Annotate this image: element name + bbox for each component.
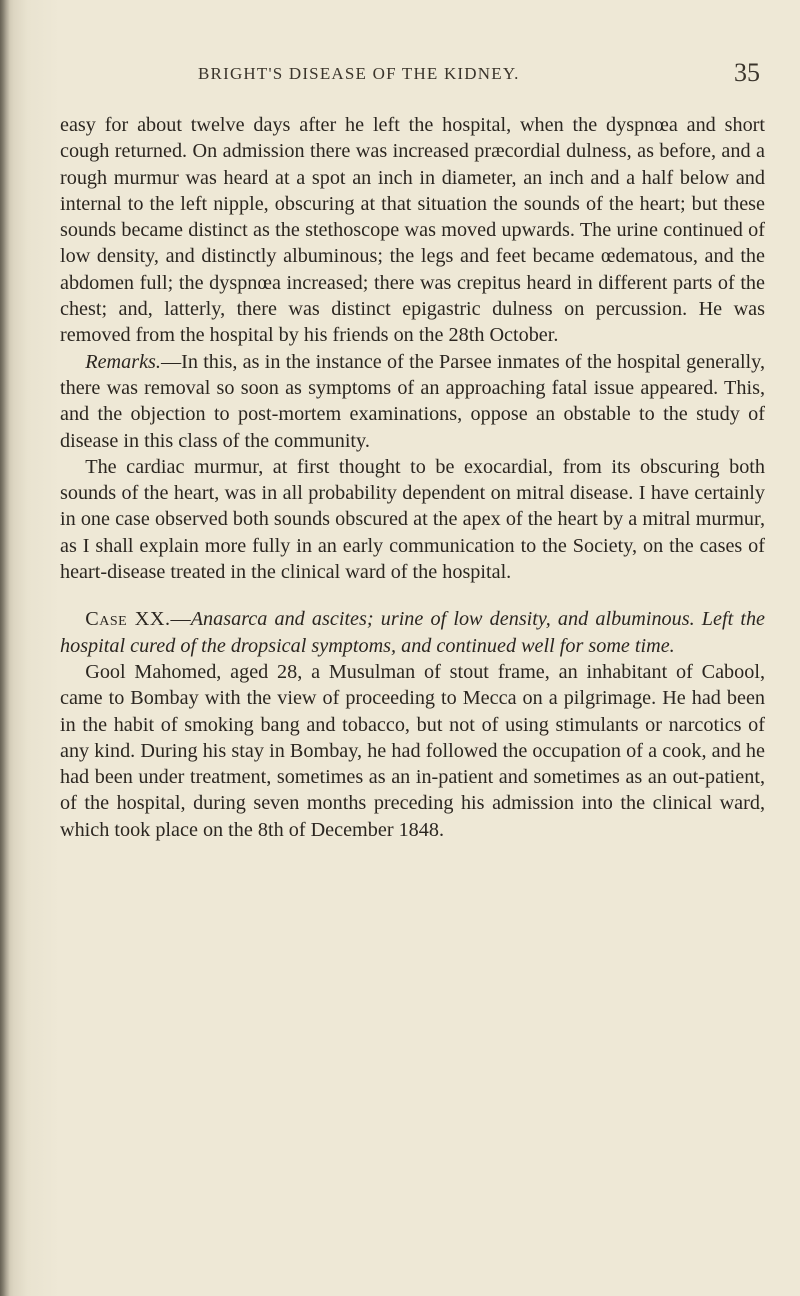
page-body [60,112,765,843]
paragraph-remarks [60,349,765,454]
page-number: 35 [734,58,760,87]
paragraph-continuation: easy for about twelve days after he left the hospital, when the dyspnœa and short cough returned. On admission there was increased præcordial dulness, as before, and a rough murmur was heard at a spot an inch in diameter, an inch and a half below and internal to the left nipple, obscuring at that situation the sounds of the heart; but these sounds became distinct as the stethoscope was moved upwards. The urine continued of low density, and distinctly albuminous; the legs and feet became œdematous, and the abdomen full; the dyspnœa increased; there was crepitus heard in different parts of the chest; and, latterly, there was distinct epigastric dulness on percussion. He was removed from the hospital by his friends on the 28th October. [60,114,765,347]
remarks-text: —In this, as in the instance of the Parsee inmates of the hospital generally, there was removal so soon as symptoms of an approaching fatal issue appeared. This, and the objection to post-mortem examinations, oppose an obstable to the study of disease in this class of the community. [60,350,765,452]
case-summary: Anasarca and ascites; urine of low density, and albuminous. Left the hospital cured of the dropsical symptoms, and continued well for some time. [60,608,765,657]
remarks-heading: Remarks. [85,350,161,373]
paragraph-cardiac-murmur: The cardiac murmur, at first thought to be exocardial, from its obscuring both sounds of the heart, was in all probability dependent on mitral disease. I have certainly in one case observed both sounds obscured at the apex of the heart by a mitral murmur, as I shall explain more fully in an early communication to the Society, on the cases of heart-disease treated in the clinical ward of the hospital. [60,455,765,584]
case-dash: — [170,608,191,631]
paragraph-case-history: Gool Mahomed, aged 28, a Musulman of stout frame, an inhabitant of Cabool, came to Bombay with the view of proceeding to Mecca on a pilgrimage. He had been in the habit of smoking bang and tobacco, but not of using stimulants or narcotics of any kind. During his stay in Bombay, he had followed the occupation of a cook, and he had been under treatment, sometimes as an in-patient and sometimes as an out-patient, of the hospital, during seven months preceding his admission into the clinical ward, which took place on the 8th of December 1848. [60,660,765,841]
case-label: Case XX. [85,608,171,631]
case-heading-paragraph [60,606,765,659]
running-title: BRIGHT'S DISEASE OF THE KIDNEY. [198,64,520,83]
binding-gutter-shadow [0,0,10,1296]
running-head [60,58,760,94]
